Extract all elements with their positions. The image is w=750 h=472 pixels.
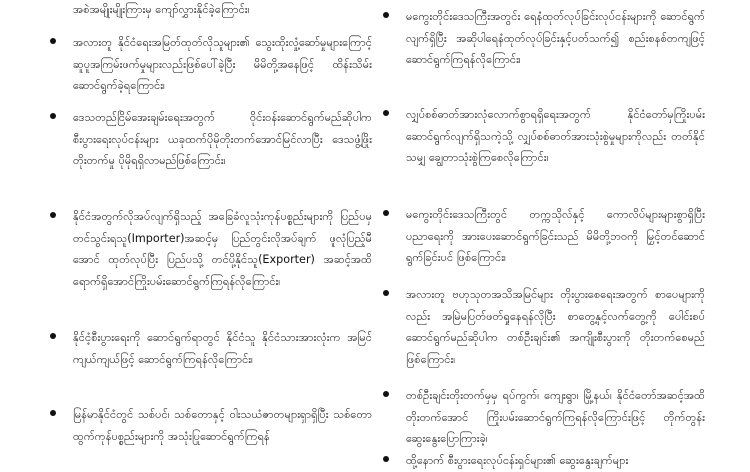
list-item-text: မြန်မာနိုင်ငံတွင် သစ်ပင်၊ သစ်တောနှင့် ဝါးသယံဇာတများရှာရှိပြီး သစ်တောထွက်ကုန်ပစ္စည်းများကို အသုံးပြုဆောင်ရွက်ကြရန်: [73, 408, 372, 443]
list-item-text: အလားတူ ဗဟုသုတအသိအမြင်များ တိုးပွားစေရေးအတွက် စာပေများကိုလည်း အမြဲမပြတ်ဖတ်ရှုနေရန်လိုပြီး စာတွေ့နှင့်လက်တွေ့ကို ပေါင်းစပ်ဆောင်ရွက်မည်ဆိုပါက တစ်ဦးချင်း၏ အကျိုးစီးပွားကို တိုးတက်စေမည်ဖြစ်ကြောင်း၊: [406, 288, 705, 366]
list-item: [383, 6, 705, 71]
list-item-text: နိုင်ငံ့စီးပွားရေးကို ဆောင်ရွက်ရာတွင် နိုင်ငံသူ နိုင်ငံသားအားလုံးက အမြင်ကျယ်ကျယ်ဖြင့် ဆောင်ရွက်ကြရန်လိုကြောင်း၊: [73, 331, 372, 366]
bullet-icon: [383, 456, 389, 462]
bullet-icon: [50, 212, 56, 218]
list-item-text: မကွေးတိုင်းဒေသကြီးအတွင်း ရေနံထုတ်လုပ်ခြင်းလုပ်ငန်းများကို ဆောင်ရွက်လျက်ရှိပြီး အဆိုပါရေနံထုတ်လုပ်ခြင်းနှင့်ပတ်သက်၍ စည်းစနစ်တကျဖြင့် ဆောင်ရွက်ကြရန်လိုကြောင်း၊: [406, 10, 705, 66]
bullet-icon: [383, 12, 389, 18]
list-item-text: တစ်ဦးချင်းတိုးတက်မှမှ ရပ်ကွက်၊ ကျေးရွာ၊ မြို့နယ်၊ နိုင်ငံတော်အဆင့်အထိ တိုးတက်အောင် ကြိုးပမ်းဆောင်ရွက်ကြရန်လိုကြောင်းဖြင့် တိုက်တွန်းဆွေးနွေးပြောကြားခဲ့၊: [406, 389, 705, 445]
list-item-text: အလားတူ နိုင်ငံရေးအမြတ်ထုတ်လိုသူများ၏ သွေးထိုးလှုံ့ဆော်မှုများကြောင့် ဆူပူအကြမ်းဖက်မှုများလည်းဖြစ်ပေါ်ခဲ့ပြီး မိမိတို့အနေဖြင့် ထိန်းသိမ်းဆောင်ရွက်ခဲ့ရကြောင်း၊: [73, 36, 372, 92]
list-item-text: မကွေးတိုင်းဒေသကြီးတွင် တက္ကသိုလ်နှင့် ကောလိပ်များများစွာရှိပြီး ပညာရေးကို အားပေးဆောင်ရွက်ခြင်းသည် မိမိတို့ဘဝကို မြှင့်တင်ဆောင်ရွက်ခြင်းပင် ဖြစ်ကြောင်း၊: [406, 208, 705, 264]
list-item: [50, 0, 372, 21]
bullet-icon: [383, 110, 389, 116]
bullet-icon: [383, 391, 389, 397]
list-item: [50, 32, 372, 97]
list-item: [50, 327, 372, 370]
list-item-text: လျှပ်စစ်ဓာတ်အားလုံလောက်စွာရရှိရေးအတွက် နိုင်ငံတော်မှကြိုးပမ်းဆောင်ရွက်လျက်ရှိသကဲ့သို့ လျှပ်စစ်ဓာတ်အားသုံးစွဲမှုများကိုလည်း တတ်နိုင်သမျှ ချွေတာသုံးစွဲကြစေလိုကြောင်း၊: [406, 108, 705, 164]
list-item-text: ဒေသတည်ငြိမ်အေးချမ်းရေးအတွက် ဝိုင်းဝန်းဆောင်ရွက်မည်ဆိုပါက စီးပွားရေးလုပ်ငန်းများ ယခုထက်ပိုမိုတိုးတက်အောင်မြင်လာပြီး ဒေသဖွံ့ဖြိုးတိုးတက်မှု ပိုမိုရရှိလာမည်ဖြစ်ကြောင်း၊: [73, 111, 372, 167]
list-item: [50, 404, 372, 447]
list-item: [383, 204, 705, 269]
list-item-text: အစဲအမျိုးမျိုးကြားမှ ကျော်လွှားနိုင်ခဲ့ကြောင်း၊: [73, 3, 250, 16]
list-item-text: နိုင်ငံအတွက်လိုအပ်လျက်ရှိသည့် အခြေခံလူသုံးကုန်ပစ္စည်းများကို ပြည်ပမှ တင်သွင်းရသူ(Importer)အဆင့်မှ ပြည်တွင်းလိုအပ်ချက် ဖူလုံပြည့်မီအောင် ထုတ်လုပ်ပြီး ပြည်ပသို့ တင်ပို့နိုင်သူ(Exporter) အဆင့်အထိ ရောက်ရှိအောင်ကြိုးပမ်းဆောင်ရွက်ကြရန်လိုကြောင်း၊: [73, 210, 372, 288]
bullet-icon: [50, 410, 56, 416]
bullet-icon: [383, 210, 389, 216]
bullet-icon: [50, 38, 56, 44]
bullet-icon: [50, 333, 56, 339]
list-item-text: ထို့နောက် စီးပွားရေးလုပ်ငန်းရှင်များ၏ ဆွေးနွေးချက်များ: [406, 454, 629, 467]
list-item: [50, 206, 372, 292]
bullet-icon: [383, 290, 389, 296]
list-item: [383, 450, 705, 472]
list-item: [383, 284, 705, 370]
bullet-icon: [50, 113, 56, 119]
list-item: [50, 107, 372, 172]
list-item: [383, 385, 705, 450]
list-item: [383, 104, 705, 169]
